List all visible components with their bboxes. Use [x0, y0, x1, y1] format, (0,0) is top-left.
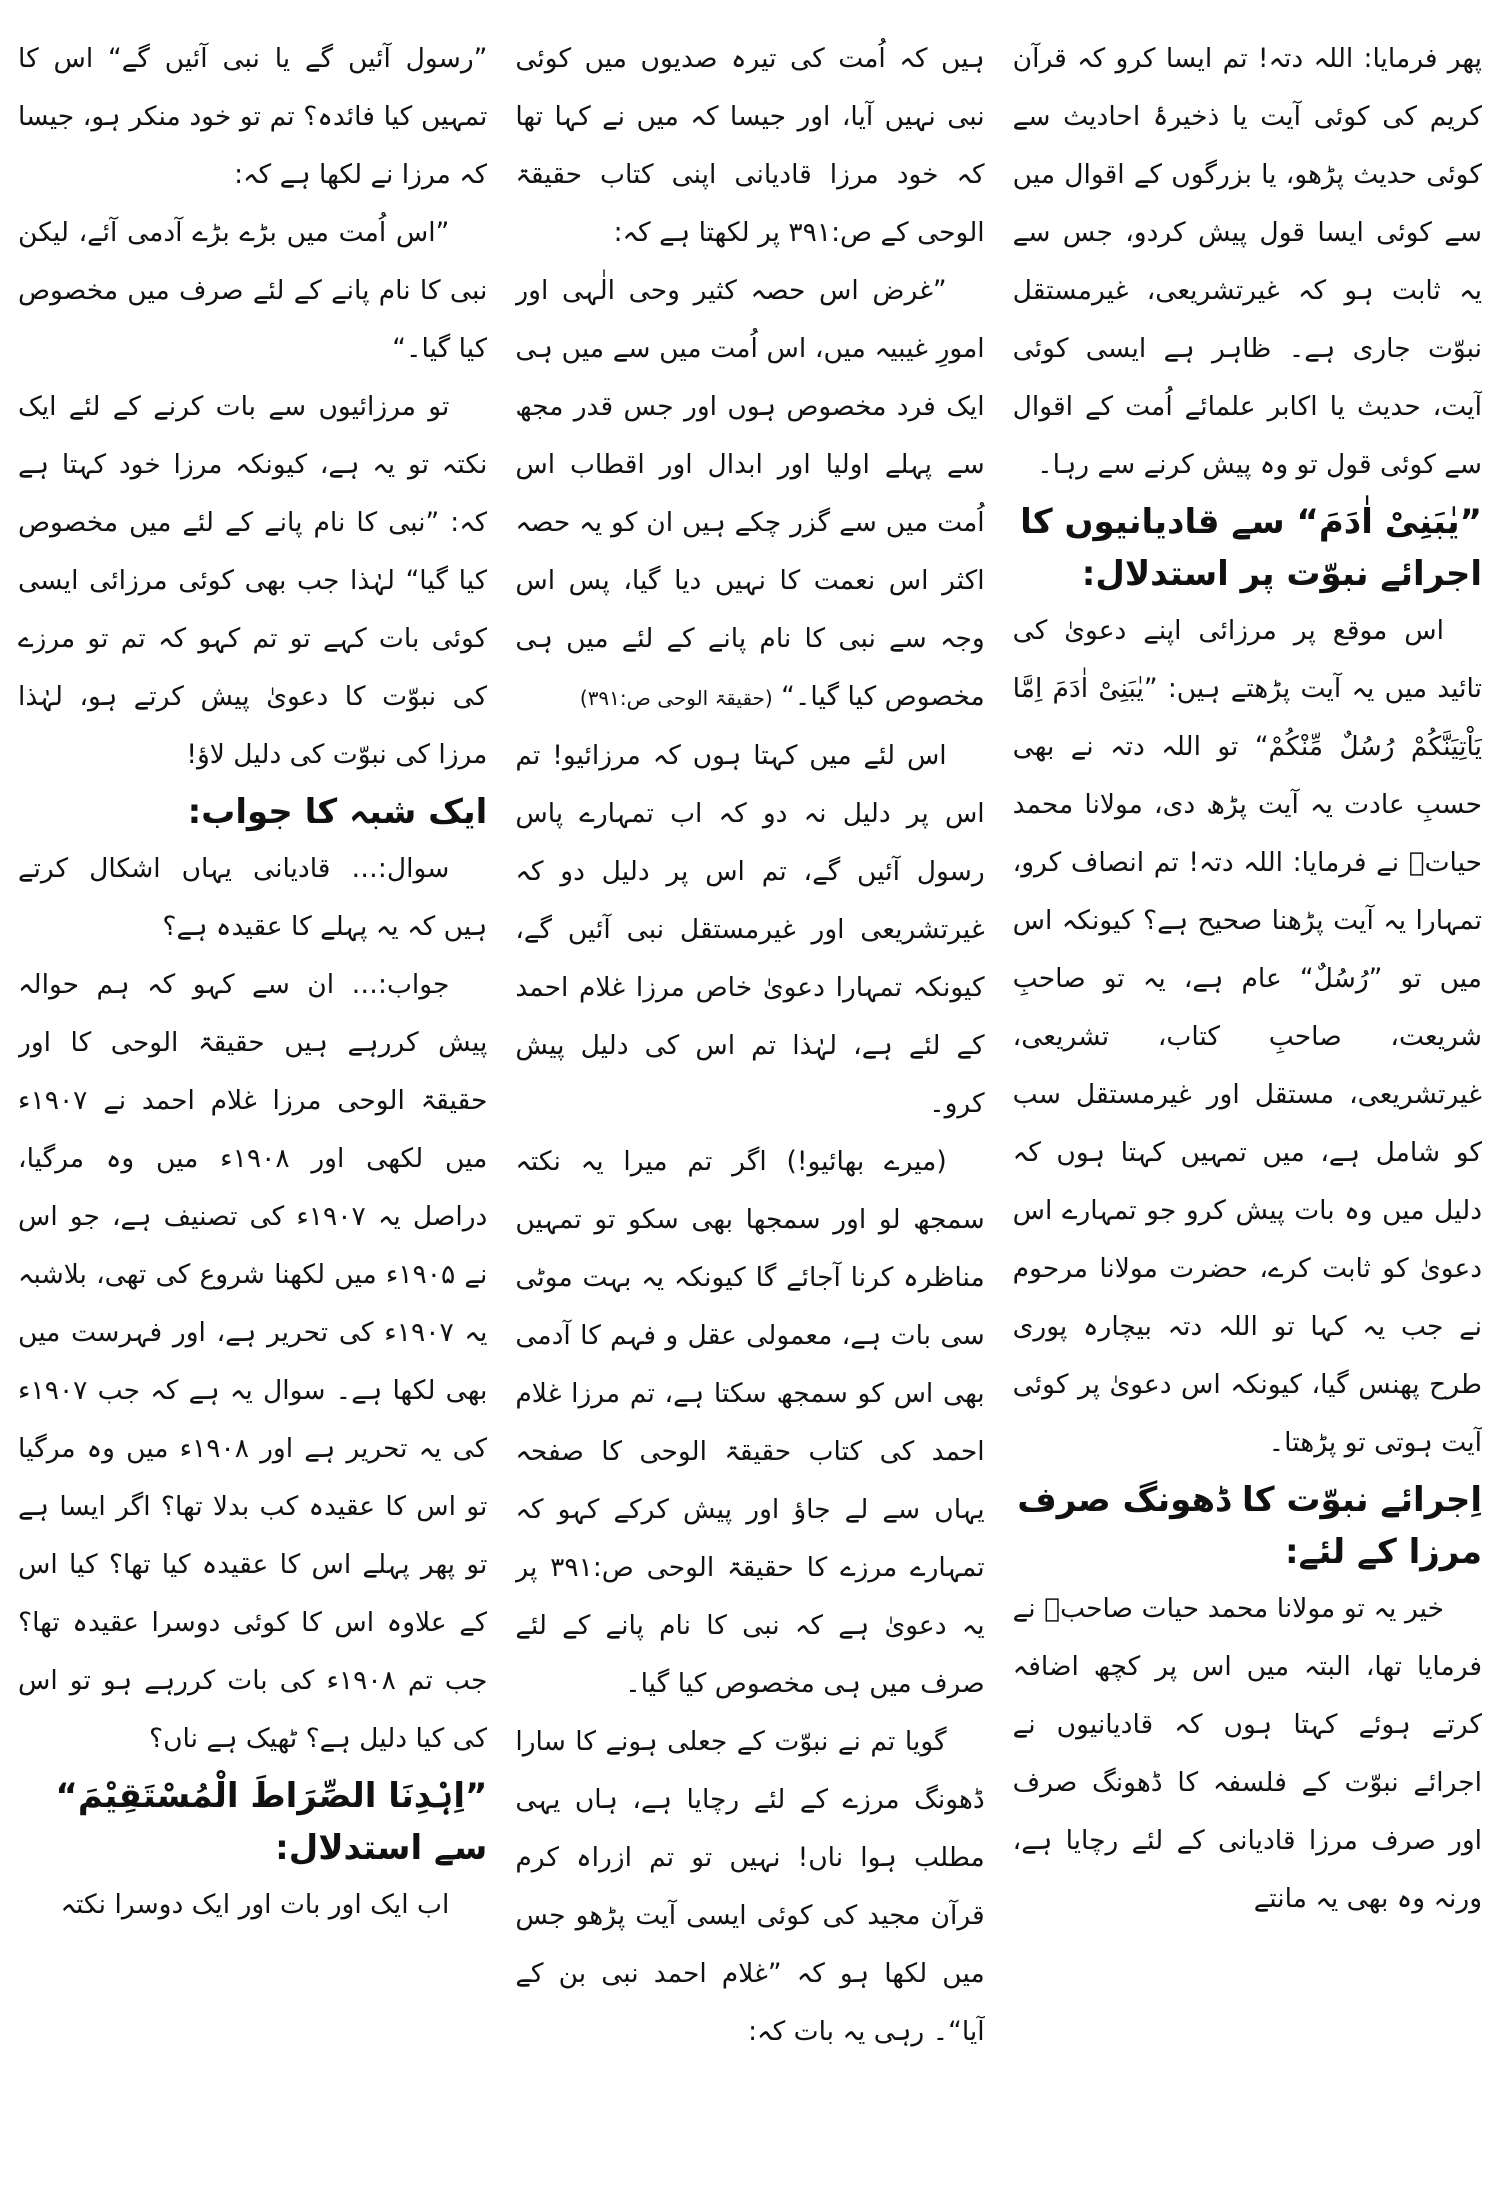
block-quote	[515, 262, 984, 727]
section-heading: ”اِہْدِنَا الصِّرَاطَ الْمُسْتَقِیْمَ“ سے استدلال:	[55, 1776, 488, 1868]
block-quote: ”اس اُمت میں بڑے بڑے آدمی آئے، لیکن نبی کا نام پانے کے لئے صرف میں مخصوص کیا گیا۔“	[18, 217, 488, 364]
paragraph: ”رسول آئیں گے یا نبی آئیں گے“ اس کا تمہیں کیا فائدہ؟ تم تو خود منکر ہو، جیسا کہ مرزا نے لکھا ہے کہ:	[18, 43, 488, 190]
paragraph: تو مرزائیوں سے بات کرنے کے لئے ایک نکتہ تو یہ ہے، کیونکہ مرزا خود کہتا ہے کہ: ”نبی کا نام پانے کے لئے میں مخصوص کیا گیا“ لہٰذا جب بھی کوئی مرزائی ایسی کوئی بات کہے تو تم کہو کہ تم تو مرزے کی نبوّت کا دعویٰ پیش کرتے ہو، لہٰذا مرزا کی نبوّت کی دلیل لاؤ!	[18, 391, 488, 770]
section-heading: ایک شبہ کا جواب:	[187, 792, 488, 832]
paragraph: ہیں کہ اُمت کی تیرہ صدیوں میں کوئی نبی نہیں آیا، اور جیسا کہ میں نے کہا تھا کہ خود مرزا قادیانی اپنی کتاب حقیقۃ الوحی کے ص:۳۹۱ پر لکھتا ہے کہ:	[515, 43, 985, 248]
paragraph: پھر فرمایا: اللہ دتہ! تم ایسا کرو کہ قرآن کریم کی کوئی آیت یا ذخیرۂ احادیث سے کوئی حدیث پڑھو، یا بزرگوں کے اقوال میں سے کوئی ایسا قول پیش کردو، جس سے یہ ثابت ہو کہ غیرتشریعی، غیرمستقل نبوّت جاری ہے۔ ظاہر ہے ایسی کوئی آیت، حدیث یا اکابر علمائے اُمت کے اقوال سے کوئی قول تو وہ پیش کرنے سے رہا۔	[1012, 43, 1482, 480]
section-heading: اِجرائے نبوّت کا ڈھونگ صرف مرزا کے لئے:	[1017, 1480, 1482, 1572]
paragraph: اس لئے میں کہتا ہوں کہ مرزائیو! تم اس پر دلیل نہ دو کہ اب تمہارے پاس رسول آئیں گے، تم اس پر دلیل دو کہ غیرتشریعی اور غیرمستقل نبی آئیں گے، کیونکہ تمہارا دعویٰ خاص مرزا غلام احمد کے لئے ہے، لہٰذا تم اس کی دلیل پیش کرو۔	[515, 740, 985, 1119]
paragraph: جواب:… ان سے کہو کہ ہم حوالہ پیش کررہے ہیں حقیقۃ الوحی کا اور حقیقۃ الوحی مرزا غلام احمد نے ۱۹۰۷ء میں لکھی اور ۱۹۰۸ء میں وہ مرگیا، دراصل یہ ۱۹۰۷ء کی تصنیف ہے، جو اس نے ۱۹۰۵ء میں لکھنا شروع کی تھی، بلاشبہ یہ ۱۹۰۷ء کی تحریر ہے، اور فہرست میں بھی لکھا ہے۔ سوال یہ ہے کہ جب ۱۹۰۷ء کی یہ تحریر ہے اور ۱۹۰۸ء میں وہ مرگیا تو اس کا عقیدہ کب بدلا تھا؟ اگر ایسا ہے تو پھر پہلے اس کا عقیدہ کیا تھا؟ کیا اس کے علاوہ اس کا کوئی دوسرا عقیدہ تھا؟ جب تم ۱۹۰۸ء کی بات کررہے ہو تو اس کی کیا دلیل ہے؟ ٹھیک ہے ناں؟	[18, 969, 488, 1754]
quote-text: ”غرض اس حصہ کثیر وحی الٰہی اور امورِ غیبیہ میں، اس اُمت میں سے میں ہی ایک فرد مخصوص ہوں اور جس قدر مجھ سے پہلے اولیا اور ابدال اور اقطاب اس اُمت میں سے گزر چکے ہیں ان کو یہ حصہ اکثر اس نعمت کا نہیں دیا گیا، پس اس وجہ سے نبی کا نام پانے کے لئے میں ہی مخصوص کیا گیا۔“	[515, 275, 985, 712]
column-left	[18, 30, 487, 2180]
paragraph: گویا تم نے نبوّت کے جعلی ہونے کا سارا ڈھونگ مرزے کے لئے رچایا ہے، ہاں یہی مطلب ہوا ناں! نہیں تو تم ازراہ کرم قرآن مجید کی کوئی ایسی آیت پڑھو جس میں لکھا ہو کہ ”غلام احمد نبی بن کے آیا“۔ رہی یہ بات کہ:	[515, 1726, 985, 2047]
paragraph: سوال:… قادیانی یہاں اشکال کرتے ہیں کہ یہ پہلے کا عقیدہ ہے؟	[18, 853, 488, 942]
citation: (حقیقۃ الوحی ص:۳۹۱)	[579, 686, 773, 710]
paragraph: خیر یہ تو مولانا محمد حیات صاحبؒ نے فرمایا تھا، البتہ میں اس پر کچھ اضافہ کرتے ہوئے کہتا ہوں کہ قادیانیوں نے اجرائے نبوّت کے فلسفہ کا ڈھونگ صرف اور صرف مرزا قادیانی کے لئے رچایا ہے، ورنہ وہ بھی یہ مانتے	[1012, 1593, 1482, 1914]
column-middle	[515, 30, 984, 2180]
paragraph: اس موقع پر مرزائی اپنے دعویٰ کی تائید میں یہ آیت پڑھتے ہیں: ”یٰبَنِیْ اٰدَمَ اِمَّا یَاْتِیَنَّکُمْ رُسُلٌ مِّنْکُمْ“ تو اللہ دتہ نے بھی حسبِ عادت یہ آیت پڑھ دی، مولانا محمد حیاتؒ نے فرمایا: اللہ دتہ! تم انصاف کرو، تمہارا یہ آیت پڑھنا صحیح ہے؟ کیونکہ اس میں تو ”رُسُلٌ“ عام ہے، یہ تو صاحبِ شریعت، صاحبِ کتاب، تشریعی، غیرتشریعی، مستقل اور غیرمستقل سب کو شامل ہے، میں تمہیں کہتا ہوں کہ دلیل میں وہ بات پیش کرو جو تمہارے اس دعویٰ کو ثابت کرے، حضرت مولانا مرحوم نے جب یہ کہا تو اللہ دتہ بیچارہ پوری طرح پھنس گیا، کیونکہ اس دعویٰ پر کوئی آیت ہوتی تو پڑھتا۔	[1012, 615, 1482, 1458]
section-heading: ”یٰبَنِیْ اٰدَمَ“ سے قادیانیوں کا اجرائے نبوّت پر استدلال:	[1020, 502, 1482, 594]
paragraph: اب ایک اور بات اور ایک دوسرا نکتہ	[60, 1889, 450, 1920]
paragraph: (میرے بھائیو!) اگر تم میرا یہ نکتہ سمجھ لو اور سمجھا بھی سکو تو تمہیں مناظرہ کرنا آجائے گا کیونکہ یہ بہت موٹی سی بات ہے، معمولی عقل و فہم کا آدمی بھی اس کو سمجھ سکتا ہے، تم مرزا غلام احمد کی کتاب حقیقۃ الوحی کا صفحہ یہاں سے لے جاؤ اور پیش کرکے کہو کہ تمہارے مرزے کا حقیقۃ الوحی ص:۳۹۱ پر یہ دعویٰ ہے کہ نبی کا نام پانے کے لئے صرف میں ہی مخصوص کیا گیا۔	[515, 1146, 985, 1699]
column-right	[1013, 30, 1482, 2180]
